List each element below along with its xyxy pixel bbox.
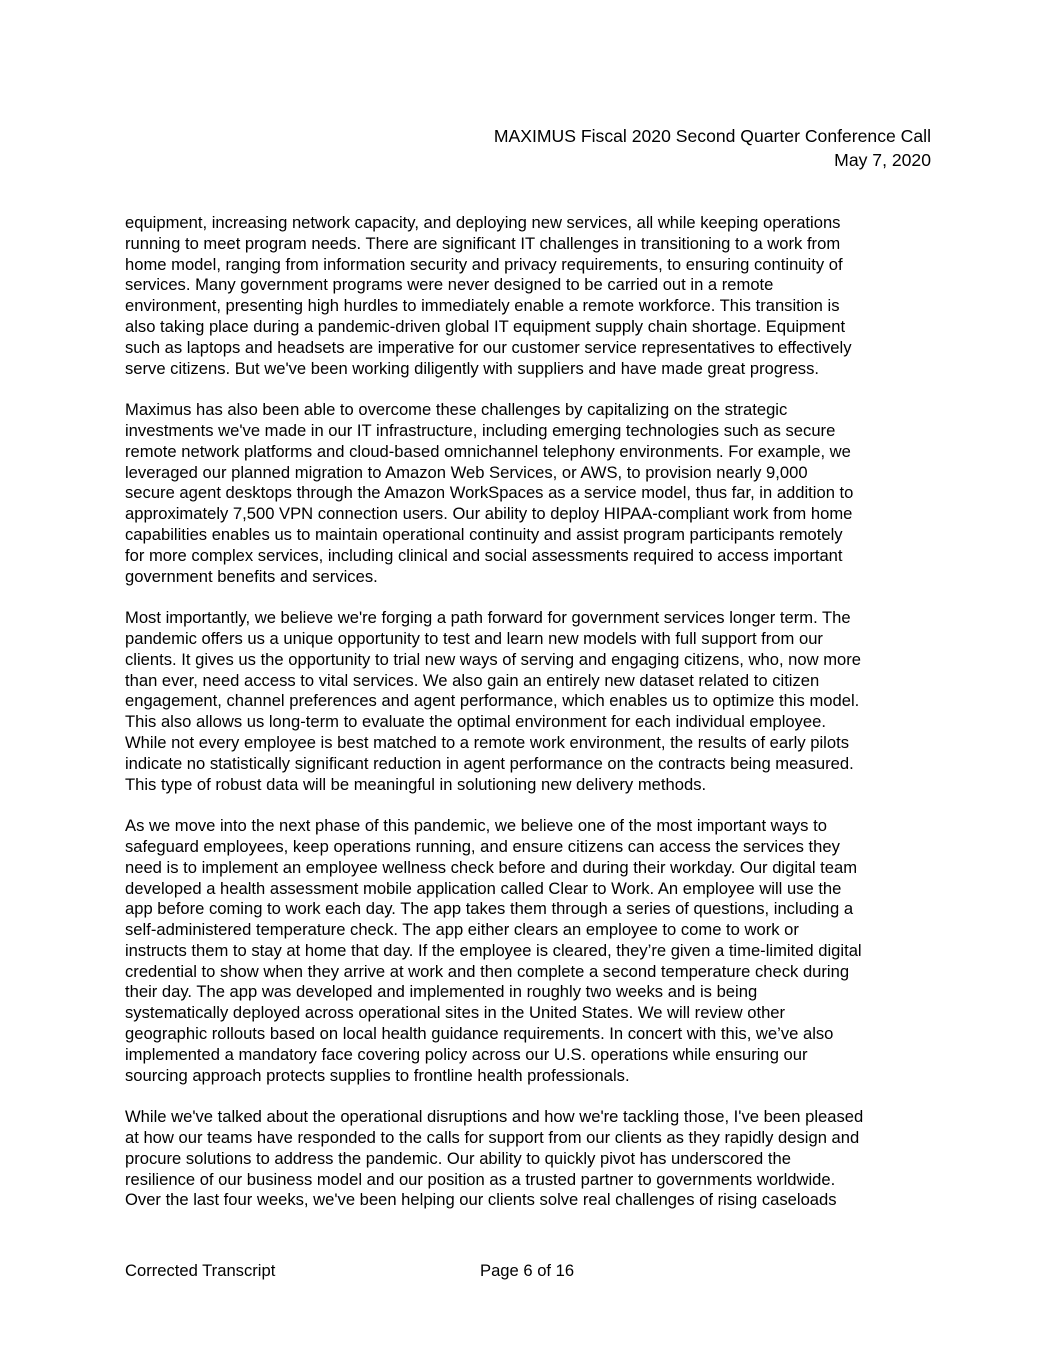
transcript-body: [125, 213, 931, 1232]
text-line: While not every employee is best matched to a remote work environment, the results of early pilots: [125, 732, 849, 752]
paragraph: [125, 213, 931, 379]
paragraph: [125, 400, 931, 587]
text-line: running to meet program needs. There are significant IT challenges in transitioning to a work from: [125, 233, 841, 253]
page-header: [494, 124, 931, 172]
text-line: While we've talked about the operational disruptions and how we're tackling those, I've been pleased: [125, 1107, 864, 1127]
text-line: remote network platforms and cloud-based omnichannel telephony environments. For example, we: [125, 441, 851, 461]
paragraph: [125, 816, 931, 1086]
text-line: safeguard employees, keep operations running, and ensure citizens can access the services they: [125, 836, 840, 856]
text-line: app before coming to work each day. The app takes them through a series of questions, including a: [125, 899, 854, 919]
text-line: government benefits and services.: [125, 566, 378, 586]
text-line: approximately 7,500 VPN connection users. Our ability to deploy HIPAA-compliant work from home: [125, 504, 853, 524]
paragraph: [125, 608, 931, 795]
text-line: clients. It gives us the opportunity to trial new ways of serving and engaging citizens, who, now more: [125, 649, 862, 669]
text-line: services. Many government programs were never designed to be carried out in a remote: [125, 275, 774, 295]
text-line: such as laptops and headsets are imperative for our customer service representatives to effectively: [125, 337, 852, 357]
text-line: credential to show when they arrive at work and then complete a second temperature check during: [125, 961, 850, 981]
text-line: capabilities enables us to maintain operational continuity and assist program participants remotely: [125, 524, 843, 544]
text-line: Most importantly, we believe we're forging a path forward for government services longer term. The: [125, 608, 851, 628]
text-line: engagement, channel preferences and agent performance, which enables us to optimize this model.: [125, 691, 860, 711]
header-title: MAXIMUS Fiscal 2020 Second Quarter Conference Call: [493, 126, 931, 146]
text-line: Maximus has also been able to overcome these challenges by capitalizing on the strategic: [125, 400, 788, 420]
text-line: also taking place during a pandemic-driven global IT equipment supply chain shortage. Equipment: [125, 316, 846, 336]
header-date: May 7, 2020: [834, 150, 931, 170]
text-line: This type of robust data will be meaningful in solutioning new delivery methods.: [125, 774, 707, 794]
text-line: investments we've made in our IT infrastructure, including emerging technologies such as secure: [125, 420, 836, 440]
paragraph: [125, 1107, 931, 1211]
text-line: indicate no statistically significant reduction in agent performance on the contracts being measured.: [125, 753, 854, 773]
text-line: than ever, need access to vital services. We also gain an entirely new dataset related to citizen: [125, 670, 820, 690]
text-line: procure solutions to address the pandemic. Our ability to quickly pivot has underscored the: [125, 1148, 791, 1168]
text-line: need is to implement an employee wellness check before and during their workday. Our digital team: [125, 857, 858, 877]
text-line: pandemic offers us a unique opportunity to test and learn new models with full support from our: [125, 628, 823, 648]
text-line: serve citizens. But we've been working diligently with suppliers and have made great progress.: [125, 358, 820, 378]
text-line: their day. The app was developed and implemented in roughly two weeks and is being: [125, 982, 758, 1002]
text-line: instructs them to stay at home that day. If the employee is cleared, they’re given a time-limited digital: [125, 940, 862, 960]
footer-label: Corrected Transcript: [125, 1261, 276, 1280]
text-line: This also allows us long-term to evaluate the optimal environment for each individual employee.: [125, 712, 826, 732]
text-line: for more complex services, including clinical and social assessments required to access important: [125, 545, 843, 565]
text-line: leveraged our planned migration to Amazon Web Services, or AWS, to provision nearly 9,000: [125, 462, 808, 482]
text-line: developed a health assessment mobile application called Clear to Work. An employee will use the: [125, 878, 842, 898]
text-line: sourcing approach protects supplies to frontline health professionals.: [125, 1065, 630, 1085]
text-line: home model, ranging from information security and privacy requirements, to ensuring continuity of: [125, 254, 843, 274]
text-line: resilience of our business model and our position as a trusted partner to governments worldwide.: [125, 1169, 836, 1189]
text-line: geographic rollouts based on local health guidance requirements. In concert with this, we’ve also: [125, 1024, 834, 1044]
text-line: secure agent desktops through the Amazon WorkSpaces as a service model, thus far, in addition to: [125, 483, 854, 503]
text-line: self-administered temperature check. The app either clears an employee to come to work or: [125, 920, 799, 940]
text-line: implemented a mandatory face covering policy across our U.S. operations while ensuring our: [125, 1044, 808, 1064]
text-line: environment, presenting high hurdles to immediately enable a remote workforce. This transition is: [125, 296, 840, 316]
page-number: Page 6 of 16: [480, 1261, 575, 1280]
text-line: As we move into the next phase of this pandemic, we believe one of the most important ways to: [125, 816, 827, 836]
text-line: at how our teams have responded to the calls for support from our clients as they rapidly design and: [125, 1128, 860, 1148]
text-line: equipment, increasing network capacity, and deploying new services, all while keeping operations: [125, 213, 841, 232]
text-line: systematically deployed across operational sites in the United States. We will review other: [125, 1003, 786, 1023]
text-line: Over the last four weeks, we've been helping our clients solve real challenges of rising caseloads: [125, 1190, 837, 1210]
